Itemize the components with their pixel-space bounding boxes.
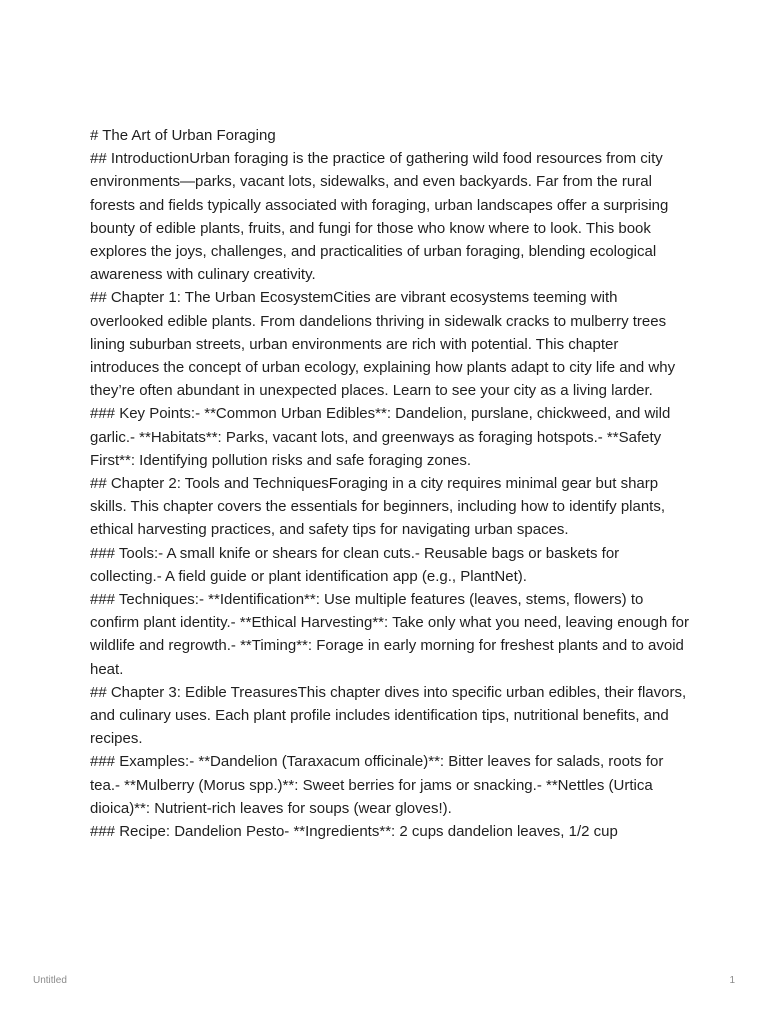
footer-document-name: Untitled (33, 975, 67, 986)
footer-page-number: 1 (729, 975, 735, 986)
document-body (90, 124, 690, 843)
tools-paragraph: ### Tools:- A small knife or shears for clean cuts.- Reusable bags or baskets for collecting.- A field guide or plant identification app (e.g., PlantNet). (90, 544, 620, 585)
introduction-paragraph: ## IntroductionUrban foraging is the practice of gathering wild food resources from city environments—parks, vacant lots, sidewalks, and even backyards. Far from the rural forests and fields typically associated with foraging, urban landscapes offer a surprising bounty of edible plants, fruits, and fungi for those who know where to look. This book explores the joys, challenges, and practicalities of urban foraging, blending ecological awareness with culinary creativity. (90, 150, 669, 284)
examples-paragraph: ### Examples:- **Dandelion (Taraxacum officinale)**: Bitter leaves for salads, roots for tea.- **Mulberry (Morus spp.)**: Sweet berries for jams or snacking.- **Nettles (Urtica dioica)**: Nutrient-rich leaves for soups (wear gloves!). (90, 753, 664, 817)
key-points-paragraph: ### Key Points:- **Common Urban Edibles**: Dandelion, purslane, chickweed, and wild garlic.- **Habitats**: Parks, vacant lots, and greenways as foraging hotspots.- **Safety First**: Identifying pollution risks and safe foraging zones. (90, 405, 671, 469)
chapter-1-paragraph: ## Chapter 1: The Urban EcosystemCities are vibrant ecosystems teeming with overlooked edible plants. From dandelions thriving in sidewalk cracks to mulberry trees lining suburban streets, urban environments are rich with potential. This chapter introduces the concept of urban ecology, explaining how plants adapt to city life and why they’re often abundant in unexpected places. Learn to see your city as a living larder. (90, 289, 676, 400)
chapter-3-paragraph: ## Chapter 3: Edible TreasuresThis chapter dives into specific urban edibles, their flavors, and culinary uses. Each plant profile includes identification tips, nutritional benefits, and recipes. (90, 683, 687, 748)
techniques-paragraph: ### Techniques:- **Identification**: Use multiple features (leaves, stems, flowers) to confirm plant identity.- **Ethical Harvesting**: Take only what you need, leaving enough for wildlife and regrowth.- **Timing**: Forage in early morning for freshest plants and to avoid heat. (90, 591, 689, 678)
recipe-paragraph: ### Recipe: Dandelion Pesto- **Ingredients**: 2 cups dandelion leaves, 1/2 cup (90, 823, 618, 841)
chapter-2-paragraph: ## Chapter 2: Tools and TechniquesForaging in a city requires minimal gear but sharp skills. This chapter covers the essentials for beginners, including how to identify plants, ethical harvesting practices, and safety tips for navigating urban spaces. (90, 475, 666, 539)
document-title-line: # The Art of Urban Foraging (90, 127, 276, 144)
